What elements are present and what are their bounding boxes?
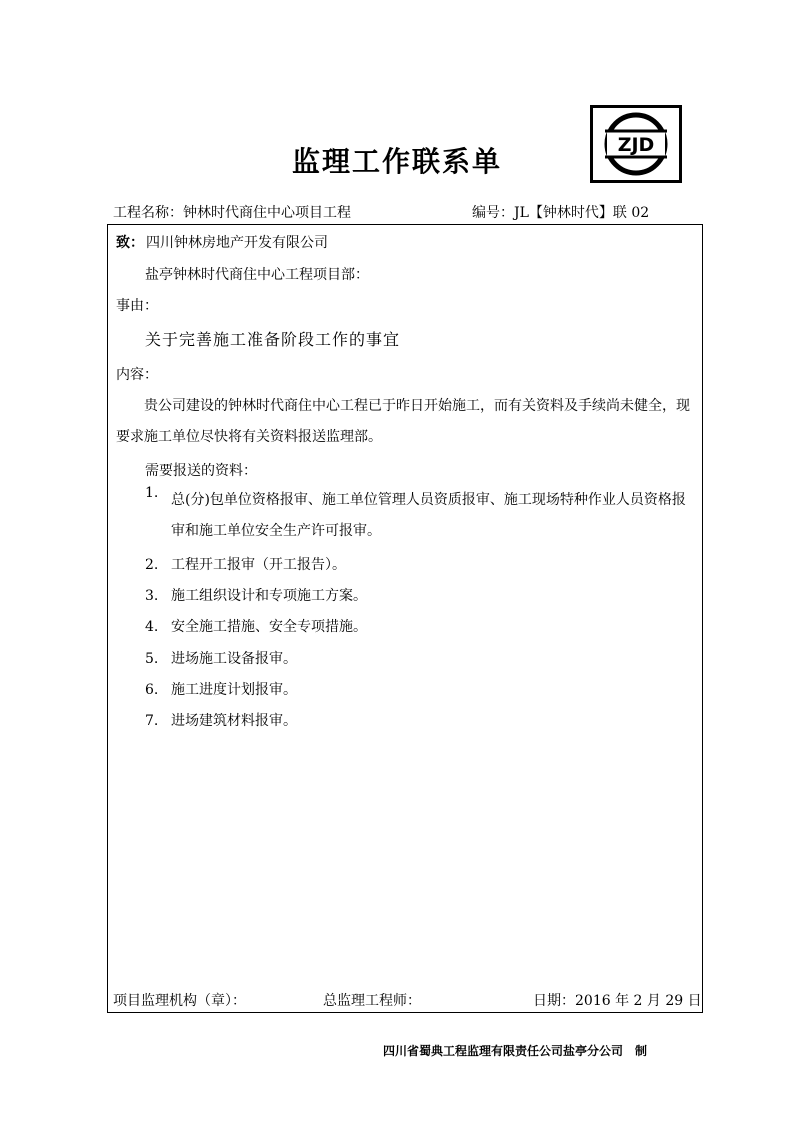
list-item-number: 3.: [145, 588, 159, 604]
document-title: 监理工作联系单: [291, 145, 502, 178]
list-item-text: 施工进度计划报审。: [171, 682, 297, 698]
list-item-text: 施工组织设计和专项施工方案。: [171, 588, 367, 604]
issuer-note: 四川省蜀典工程监理有限责任公司盐亭分公司 制: [383, 1044, 648, 1058]
list-item-number: 4.: [145, 619, 159, 635]
to-label: 致：: [116, 235, 144, 251]
list-item: [145, 585, 367, 605]
list-item-number: 1.: [145, 485, 159, 501]
list-item: [145, 710, 297, 730]
recipient-company: 四川钟林房地产开发有限公司: [146, 235, 328, 251]
supervision-agency-seal: 项目监理机构（章）：: [113, 993, 246, 1009]
subject-text: 关于完善施工准备阶段工作的事宜: [145, 330, 401, 349]
content-label: 内容：: [116, 367, 158, 383]
list-item-text: 安全施工措施、安全专项措施。: [171, 619, 367, 635]
recipient-department: 盐亭钟林时代商住中心工程项目部：: [145, 267, 369, 283]
subject-label: 事由：: [116, 298, 158, 314]
project-name: 工程名称：钟林时代商住中心项目工程: [113, 205, 351, 221]
list-item-text: 总(分)包单位资格报审、施工单位管理人员资质报审、施工现场特种作业人员资格报审和施工单位安全生产许可报审。: [171, 492, 686, 539]
list-item: [145, 485, 695, 547]
content-paragraph: 贵公司建设的钟林时代商住中心工程已于昨日开始施工，而有关资料及手续尚未健全，现要求施工单位尽快将有关资料报送监理部。: [116, 398, 690, 445]
document-date: 日期：2016 年 2 月 29 日: [533, 993, 702, 1009]
list-item-number: 5.: [145, 651, 159, 667]
list-item: [145, 648, 297, 668]
chief-engineer-signature: 总监理工程师：: [323, 993, 421, 1009]
logo-text: ZJD: [617, 134, 655, 156]
list-item: [145, 679, 297, 699]
list-item-text: 进场施工设备报审。: [171, 651, 297, 667]
list-item-text: 工程开工报审（开工报告）。: [171, 557, 346, 573]
list-item: [145, 616, 367, 636]
list-intro: 需要报送的资料：: [145, 463, 257, 479]
document-number: 编号：JL【钟林时代】联 02: [472, 205, 650, 221]
list-item-number: 2.: [145, 557, 159, 573]
list-item-text: 进场建筑材料报审。: [171, 713, 297, 729]
list-item: [145, 554, 346, 574]
list-item-number: 6.: [145, 682, 159, 698]
list-item-number: 7.: [145, 713, 159, 729]
